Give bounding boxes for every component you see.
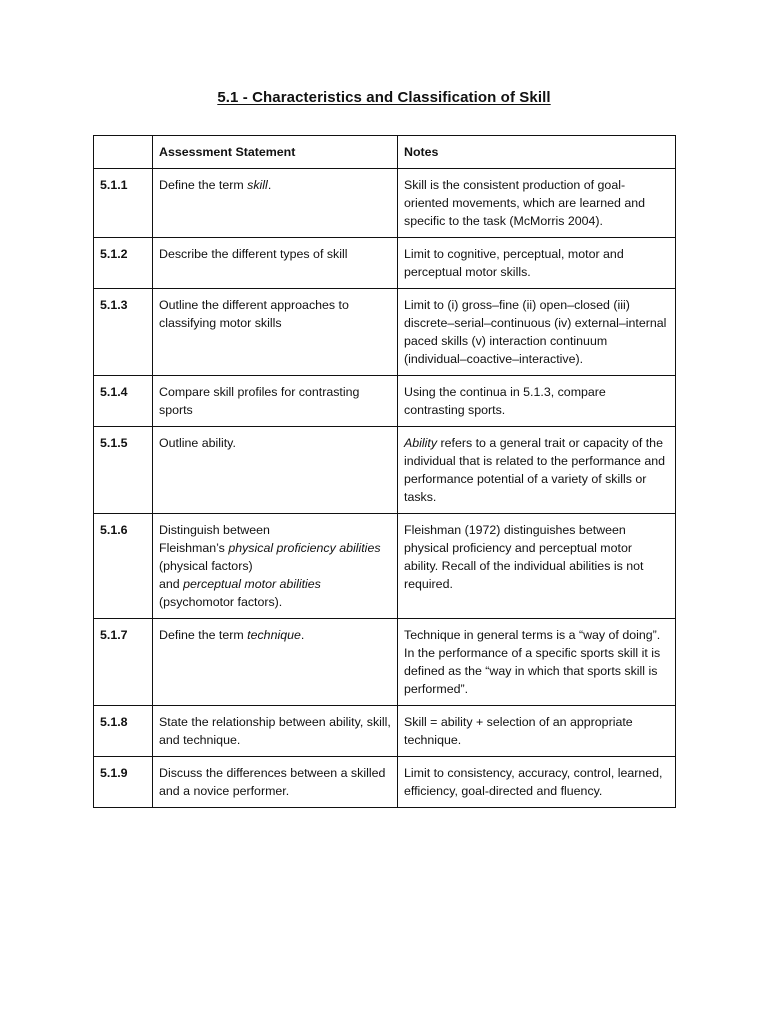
header-assessment-statement: Assessment Statement bbox=[153, 136, 398, 169]
row-id: 5.1.6 bbox=[94, 514, 153, 619]
row-assessment-statement: Distinguish between Fleishman’s physical proficiency abilities (physical factors) and perceptual motor abilities (psychomotor factors). bbox=[153, 514, 398, 619]
table-row bbox=[94, 706, 676, 757]
row-assessment-statement: State the relationship between ability, skill, and technique. bbox=[153, 706, 398, 757]
table-row bbox=[94, 289, 676, 376]
table-header-row bbox=[94, 136, 676, 169]
row-id: 5.1.3 bbox=[94, 289, 153, 376]
row-notes: Using the continua in 5.1.3, compare contrasting sports. bbox=[398, 376, 676, 427]
row-id: 5.1.2 bbox=[94, 238, 153, 289]
table-row bbox=[94, 757, 676, 808]
table-body bbox=[94, 169, 676, 808]
row-assessment-statement: Describe the different types of skill bbox=[153, 238, 398, 289]
row-id: 5.1.8 bbox=[94, 706, 153, 757]
assessment-table bbox=[93, 135, 676, 808]
table-row bbox=[94, 514, 676, 619]
table-row bbox=[94, 169, 676, 238]
row-assessment-statement: Define the term technique. bbox=[153, 619, 398, 706]
row-notes: Technique in general terms is a “way of doing”. In the performance of a specific sports skill it is defined as the “way in which that sports skill is performed”. bbox=[398, 619, 676, 706]
row-id: 5.1.4 bbox=[94, 376, 153, 427]
row-assessment-statement: Compare skill profiles for contrasting sports bbox=[153, 376, 398, 427]
row-notes: Limit to consistency, accuracy, control, learned, efficiency, goal-directed and fluency. bbox=[398, 757, 676, 808]
row-notes: Skill is the consistent production of goal-oriented movements, which are learned and specific to the task (McMorris 2004). bbox=[398, 169, 676, 238]
row-notes: Skill = ability + selection of an appropriate technique. bbox=[398, 706, 676, 757]
row-id: 5.1.9 bbox=[94, 757, 153, 808]
row-notes: Limit to (i) gross–fine (ii) open–closed (iii) discrete–serial–continuous (iv) external–internal paced skills (v) interaction continuum (individual–coactive–interactive). bbox=[398, 289, 676, 376]
row-assessment-statement: Outline ability. bbox=[153, 427, 398, 514]
row-assessment-statement: Discuss the differences between a skilled and a novice performer. bbox=[153, 757, 398, 808]
table-row bbox=[94, 427, 676, 514]
row-assessment-statement: Define the term skill. bbox=[153, 169, 398, 238]
row-id: 5.1.5 bbox=[94, 427, 153, 514]
page-title: 5.1 - Characteristics and Classification of Skill bbox=[217, 89, 551, 106]
row-assessment-statement: Outline the different approaches to classifying motor skills bbox=[153, 289, 398, 376]
header-id bbox=[94, 136, 153, 169]
row-notes: Ability refers to a general trait or capacity of the individual that is related to the performance and performance potential of a variety of skills or tasks. bbox=[398, 427, 676, 514]
header-notes: Notes bbox=[398, 136, 676, 169]
table-row bbox=[94, 376, 676, 427]
table-row bbox=[94, 619, 676, 706]
row-id: 5.1.1 bbox=[94, 169, 153, 238]
row-notes: Fleishman (1972) distinguishes between physical proficiency and perceptual motor ability. Recall of the individual abilities is not required. bbox=[398, 514, 676, 619]
row-id: 5.1.7 bbox=[94, 619, 153, 706]
row-notes: Limit to cognitive, perceptual, motor and perceptual motor skills. bbox=[398, 238, 676, 289]
table-row bbox=[94, 238, 676, 289]
